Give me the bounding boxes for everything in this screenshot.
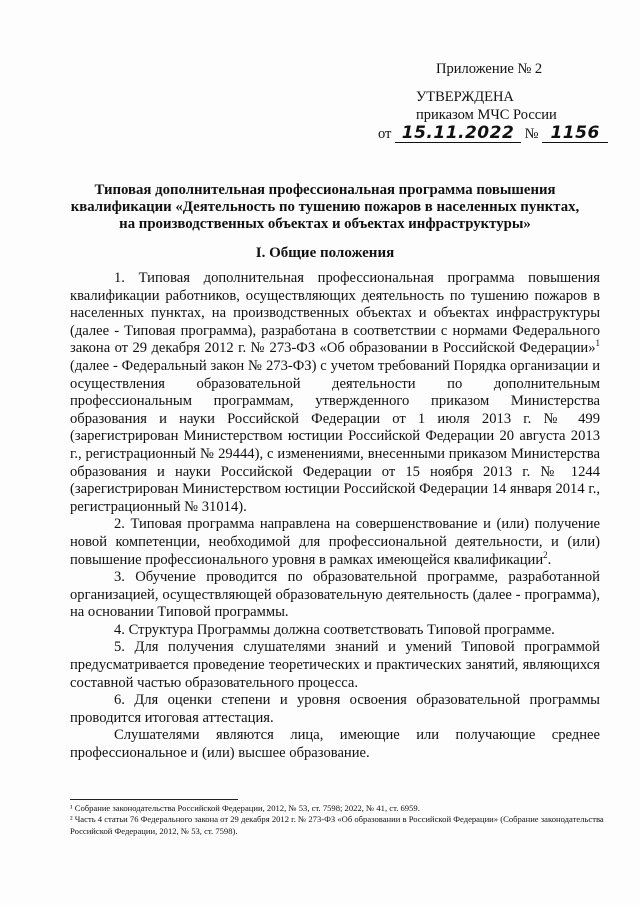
appendix-label: Приложение № 2 (436, 61, 543, 77)
document-title (45, 182, 605, 233)
paragraph-2-end: . (547, 551, 552, 568)
footnote-1: ¹ Собрание законодательства Российской Федерации, 2012, № 53, ст. 7598; 2022, № 41, ст. 6959. (70, 803, 420, 813)
order-label: приказом МЧС России (416, 107, 557, 123)
paragraph-4: 4. Структура Программы должна соответствовать Типовой программе. (114, 621, 555, 638)
approval-block (378, 60, 618, 143)
footnote-ref-1: 1 (595, 338, 600, 349)
handwritten-date: 15.11.2022 (395, 124, 521, 143)
title-line-2: квалификации «Деятельность по тушению пожаров в населенных пунктах, (70, 199, 580, 215)
paragraph-1-text: 1. Типовая дополнительная профессиональная программа повышения квалификации работников, осуществляющих деятельность по тушению пожаров в населенных пунктах, на производственных объектах и объектах инфраструктуры (далее - Типовая программа), разработана в соответствии с нормами Федерального закона от 29 декабря 2012 г. № 273-ФЗ «Об образовании в Российской Федерации» (70, 270, 600, 357)
handwritten-number: 1156 (542, 124, 608, 143)
footnote-divider (70, 799, 238, 800)
order-date-line (378, 124, 618, 143)
paragraph-6: 6. Для оценки степени и уровня освоения образовательной программы проводится итоговая аттестация. (70, 692, 600, 726)
from-label: от (378, 126, 392, 142)
paragraph-1 (70, 270, 600, 516)
paragraph-1-rest: (далее - Федеральный закон № 273-ФЗ) с учетом требований Порядка организации и осуществления образовательной деятельности по дополнительным профессиональным программам, утвержденного приказом Министерства образования и науки Российской Федерации от 1 июля 2013 г. № 499 (зарегистрирован Министерством юстиции Российской Федерации 20 августа 2013 г., регистрационный № 29444), с изменениями, внесенными приказом Министерства образования и науки Российской Федерации от 15 ноября 2013 г. № 1244 (зарегистрирован Министерством юстиции Российской Федерации 14 января 2014 г., регистрационный № 31014). (70, 357, 600, 515)
approved-label: УТВЕРЖДЕНА (416, 89, 514, 105)
title-line-1: Типовая дополнительная профессиональная программа повышения (94, 182, 556, 198)
title-line-3: на производственных объектах и объектах инфраструктуры» (119, 216, 531, 232)
paragraph-5: 5. Для получения слушателями знаний и умений Типовой программой предусматривается проведение теоретических и практических занятий, являющихся составной частью образовательного процесса. (70, 639, 600, 691)
number-label: № (524, 126, 539, 142)
paragraph-2 (70, 516, 600, 569)
paragraph-3: 3. Обучение проводится по образовательной программе, разработанной организацией, осуществляющей образовательную деятельность (далее - программа), на основании Типовой программы. (70, 569, 600, 621)
footnotes (70, 803, 610, 837)
footnote-2: ² Часть 4 статьи 76 Федерального закона от 29 декабря 2012 г. № 273-ФЗ «Об образовании в Российской Федерации» (Собрание законодательства Российской Федерации, 2012, № 53, ст. 7598). (70, 814, 604, 836)
section-heading: I. Общие положения (255, 245, 395, 261)
paragraph-2-text: 2. Типовая программа направлена на совершенствование и (или) получение новой компетенции, необходимой для профессиональной деятельности, и (или) повышение профессионального уровня в рамках имеющейся квалификации (70, 516, 600, 568)
paragraph-7: Слушателями являются лица, имеющие или получающие среднее профессиональное и (или) высшее образование. (70, 727, 600, 762)
footnote-ref-2: 2 (543, 549, 548, 560)
document-body (70, 270, 600, 763)
